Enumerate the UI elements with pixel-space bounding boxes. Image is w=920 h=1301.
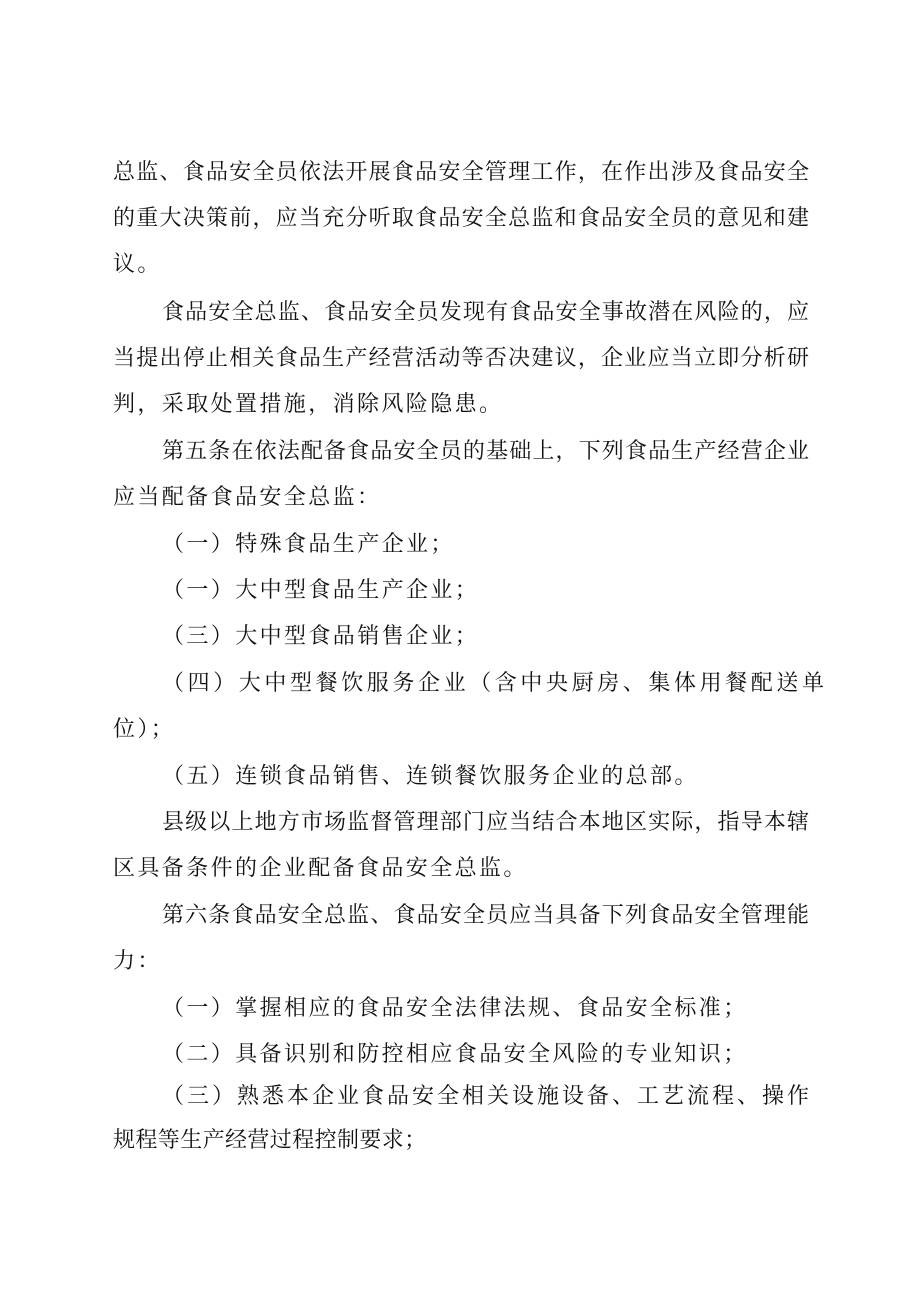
text-line: 议。 xyxy=(113,252,162,277)
list-item: （三）熟悉本企业食品安全相关设施设备、工艺流程、操作 xyxy=(162,1084,813,1109)
text-line: 判，采取处置措施，消除风险隐患。 xyxy=(113,392,504,417)
list-item: （四）大中型餐饮服务企业（含中央厨房、集体用餐配送单 xyxy=(162,671,828,696)
list-item: （三）大中型食品销售企业； xyxy=(162,624,480,649)
text-line: 第五条在依法配备食品安全员的基础上，下列食品生产经营企业 xyxy=(162,439,809,464)
text-line: 当提出停止相关食品生产经营活动等否决建议，企业应当立即分析研 xyxy=(113,346,809,371)
list-item: （五）连锁食品销售、连锁餐饮服务企业的总部。 xyxy=(162,764,699,789)
list-item-continuation: 规程等生产经营过程控制要求； xyxy=(113,1128,427,1153)
list-item: （一）大中型食品生产企业； xyxy=(162,578,480,603)
text-line: 力： xyxy=(113,949,162,974)
list-item: （二）具备识别和防控相应食品安全风险的专业知识； xyxy=(162,1042,748,1067)
list-item-continuation: 位）； xyxy=(113,717,176,742)
text-line: 食品安全总监、食品安全员发现有食品安全事故潜在风险的，应 xyxy=(162,300,809,325)
text-line: 应当配备食品安全总监： xyxy=(113,485,382,510)
list-item: （一）特殊食品生产企业； xyxy=(162,532,455,557)
text-line: 区具备条件的企业配备食品安全总监。 xyxy=(113,856,528,881)
text-line: 总监、食品安全员依法开展食品安全管理工作，在作出涉及食品安全 xyxy=(113,160,809,185)
text-line: 的重大决策前，应当充分听取食品安全总监和食品安全员的意见和建 xyxy=(113,206,809,231)
text-line: 第六条食品安全总监、食品安全员应当具备下列食品安全管理能 xyxy=(162,903,809,928)
list-item: （一）掌握相应的食品安全法律法规、食品安全标准； xyxy=(162,996,748,1021)
text-line: 县级以上地方市场监督管理部门应当结合本地区实际，指导本辖 xyxy=(162,810,809,835)
